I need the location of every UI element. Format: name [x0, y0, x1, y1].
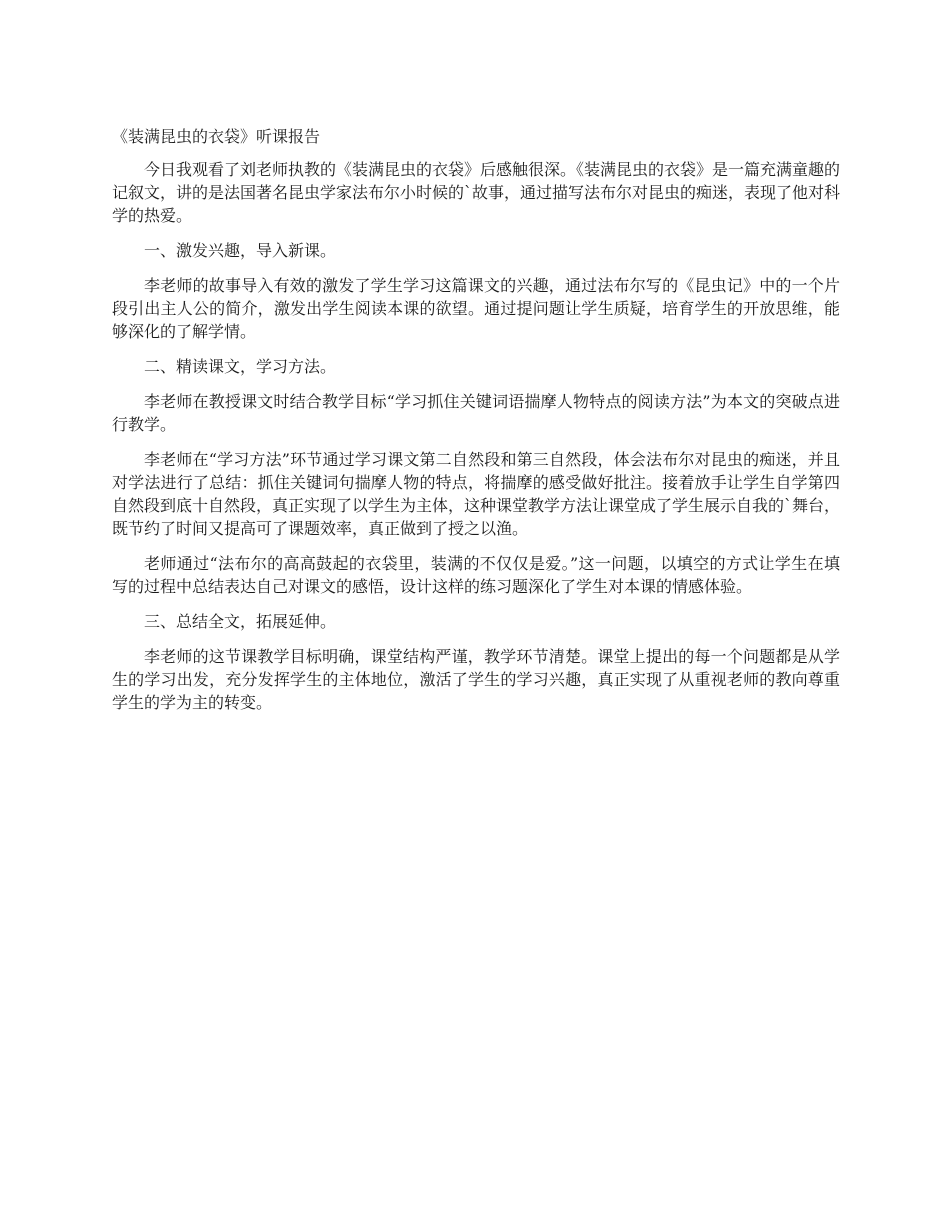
section-2-paragraph-2: 李老师在“学习方法”环节通过学习课文第二自然段和第三自然段，体会法布尔对昆虫的痴迷，并且对学法进行了总结：抓住关键词句揣摩人物的特点，将揣摩的感受做好批注。接着放手让学生自学第四自然段到底十自然段，真正实现了以学生为主体，这种课堂教学方法让课堂成了学生展示自我的`舞台，既节约了时间又提高可了课题效率，真正做到了授之以渔。	[112, 450, 841, 538]
section-heading-3: 三、总结全文，拓展延伸。	[144, 612, 337, 631]
section-heading-2: 二、精读课文，学习方法。	[144, 357, 337, 376]
section-1-paragraph: 李老师的故事导入有效的激发了学生学习这篇课文的兴趣，通过法布尔写的《昆虫记》中的一个片段引出主人公的简介，激发出学生阅读本课的欲望。通过提问题让学生质疑，培育学生的开放思维，能够深化的了解学情。	[112, 276, 840, 341]
section-heading-1: 一、激发兴趣，导入新课。	[144, 241, 337, 260]
intro-paragraph: 今日我观看了刘老师执教的《装满昆虫的衣袋》后感触很深。《装满昆虫的衣袋》是一篇充满童趣的记叙文，讲的是法国著名昆虫学家法布尔小时候的`故事，通过描写法布尔对昆虫的痴迷，表现了他对科学的热爱。	[112, 160, 841, 225]
section-2-paragraph-1: 李老师在教授课文时结合教学目标“学习抓住关键词语揣摩人物特点的阅读方法”为本文的突破点进行教学。	[112, 392, 840, 434]
document-page	[112, 124, 840, 726]
section-3-paragraph: 李老师的这节课教学目标明确，课堂结构严谨，教学环节清楚。课堂上提出的每一个问题都是从学生的学习出发，充分发挥学生的主体地位，激活了学生的学习兴趣，真正实现了从重视老师的教向尊重学生的学为主的转变。	[112, 647, 840, 712]
section-2-paragraph-3: 老师通过“法布尔的高高鼓起的衣袋里，装满的不仅仅是爱。”这一问题，以填空的方式让学生在填写的过程中总结表达自己对课文的感悟，设计这样的练习题深化了学生对本课的情感体验。	[112, 554, 840, 596]
document-title: 《装满昆虫的衣袋》听课报告	[112, 127, 321, 146]
